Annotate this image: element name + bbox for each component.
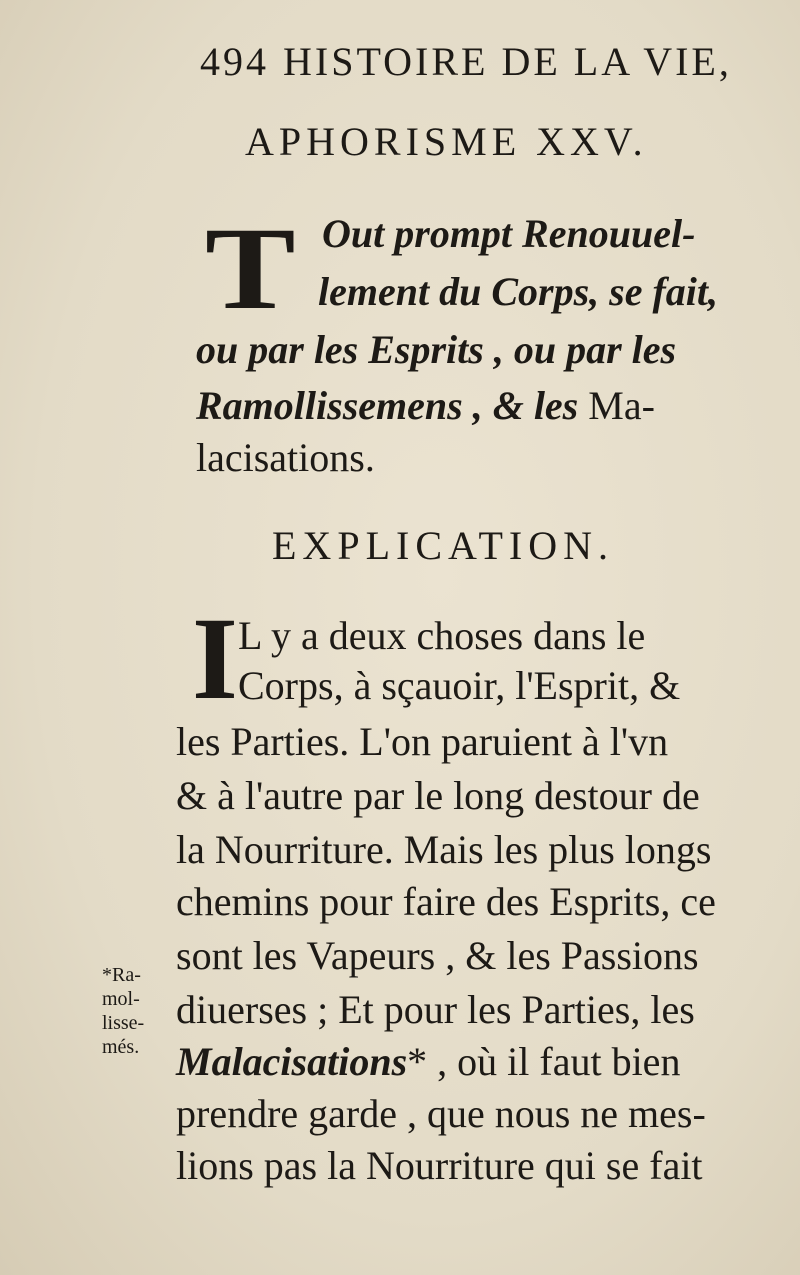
aphorism-line-3: ou par les Esprits , ou par les — [196, 327, 677, 372]
explication-line-11: lions pas la Nourriture qui se fait — [176, 1143, 703, 1188]
page-number: 494 — [200, 39, 269, 84]
explication-line-9-tail: * , où il faut bien — [407, 1039, 681, 1084]
aphorism-line-1: Out prompt Renouuel- — [322, 211, 696, 256]
margin-note — [102, 963, 162, 1059]
explication-line-9 — [176, 1038, 680, 1085]
aphorism-line-4-text: Ramollissemens , & les — [196, 383, 579, 428]
explication-line-4: & à l'autre par le long destour de — [176, 773, 700, 818]
explication-line-10: prendre garde , que nous ne mes- — [176, 1091, 706, 1136]
explication-line-6: chemins pour faire des Esprits, ce — [176, 879, 716, 924]
aphorism-line-2: lement du Corps, se fait, — [318, 269, 719, 314]
running-title: HISTOIRE DE LA VIE, — [283, 39, 732, 84]
aphorism-line-5: lacisations. — [196, 435, 375, 480]
explication-line-8: diuerses ; Et pour les Parties, les — [176, 987, 695, 1032]
running-head — [200, 38, 760, 85]
aphorism-title: APHORISME XXV. — [245, 119, 648, 164]
margin-note-line-3: lisse- — [102, 1012, 145, 1034]
explication-line-2: Corps, à sçauoir, l'Esprit, & — [238, 663, 681, 708]
aphorism-line-4-tail: Ma- — [588, 383, 655, 428]
explication-line-5: la Nourriture. Mais les plus longs — [176, 827, 712, 872]
margin-note-line-4: més. — [102, 1036, 140, 1058]
margin-note-line-1: *Ra- — [102, 964, 141, 986]
explication-line-9-text: Malacisations — [176, 1039, 408, 1084]
explication-line-7: sont les Vapeurs , & les Passions — [176, 933, 699, 978]
explication-line-1: L y a deux choses dans le — [238, 613, 646, 658]
aphorism-line-4 — [196, 382, 655, 429]
explication-dropcap: I — [192, 593, 238, 724]
explication-line-3: les Parties. L'on paruient à l'vn — [176, 719, 669, 764]
aphorism-dropcap: T — [205, 203, 296, 334]
margin-note-line-2: mol- — [102, 988, 140, 1010]
explication-title: EXPLICATION. — [272, 523, 614, 568]
